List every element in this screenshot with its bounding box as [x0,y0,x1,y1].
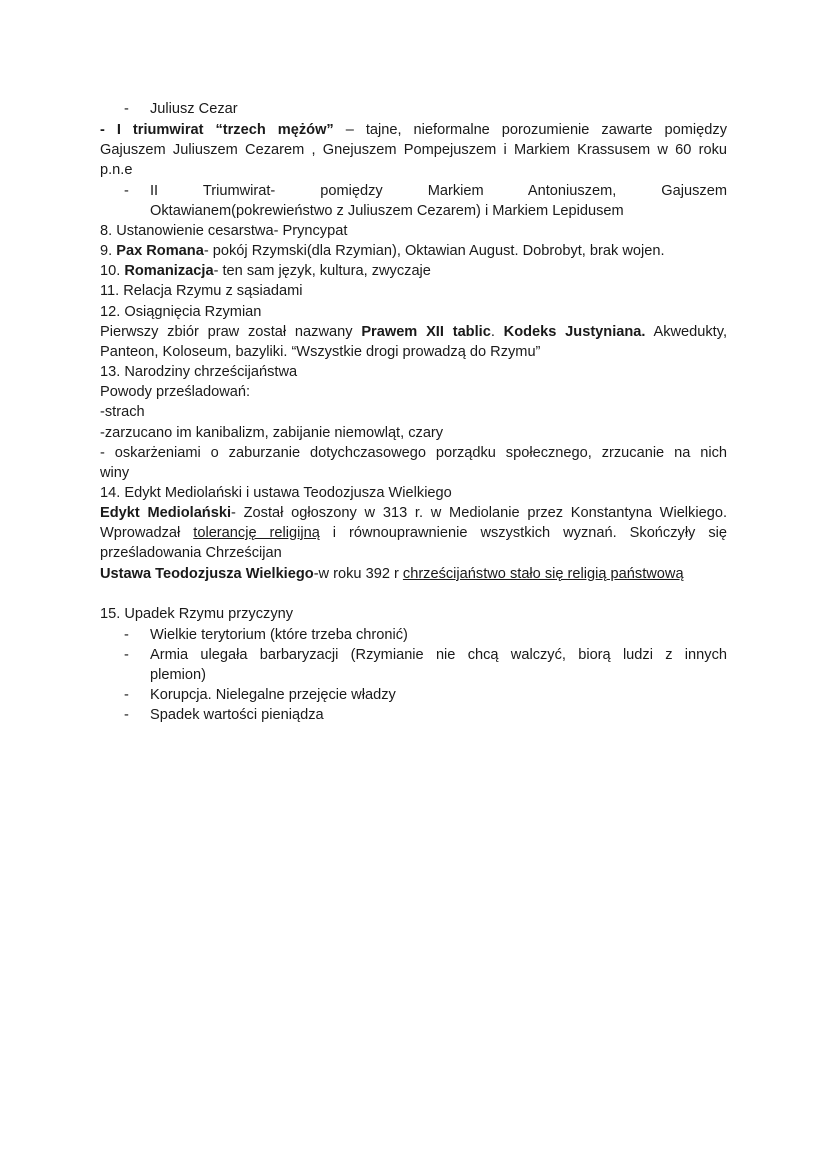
bullet-dash: - [124,687,129,703]
list-item: Wielkie terytorium (które trzeba chronić) [150,627,408,643]
text-span: - pokój Rzymski(dla Rzymian), Oktawian August. Dobrobyt, brak wojen. [203,243,665,259]
section-heading [100,241,727,261]
list-item: II Triumwirat- pomiędzy Markiem Antoniuszem, Gajuszem [150,183,727,199]
bullet-dash: - [124,707,129,723]
bold-term: - I triumwirat “trzech mężów” [100,122,334,138]
bold-term: Prawem XII tablic [361,324,491,340]
bullet-dash: - [124,627,129,643]
paragraph-line [100,523,727,543]
underlined-term: chrześcijaństwo stało się religią państwową [402,566,684,582]
paragraph-line [100,503,727,523]
paragraph-line [100,564,727,584]
section-heading: 11. Relacja Rzymu z sąsiadami [100,283,303,299]
text-span: 9. [100,243,117,259]
text-span: . [490,324,504,340]
underlined-term: tolerancję religijną [193,525,320,541]
text-span: - ten sam język, kultura, zwyczaje [213,263,431,279]
text-span: 10. [100,263,125,279]
bold-term: Romanizacja [124,263,214,279]
bold-term: Kodeks Justyniana. [503,324,646,340]
paragraph-line: Gajuszem Juliuszem Cezarem , Gnejuszem Pompejuszem i Markiem Krassusem w 60 roku [100,142,727,158]
paragraph-line: prześladowania Chrześcijan [100,545,282,561]
section-heading: 12. Osiągnięcia Rzymian [100,304,262,320]
list-item: Armia ulegała barbaryzacji (Rzymianie nie chcą walczyć, biorą ludzi z innych [150,647,727,663]
bullet-dash: - [124,647,129,663]
text-span: – tajne, nieformalne porozumienie zawarte pomiędzy [333,122,727,138]
bold-term: Ustawa Teodozjusza Wielkiego [100,566,314,582]
bold-term: Edykt Mediolański [100,505,232,521]
text-span: Pierwszy zbiór praw został nazwany [100,324,362,340]
bold-term: Pax Romana [116,243,204,259]
paragraph-line [100,322,727,342]
list-item: Spadek wartości pieniądza [150,707,324,723]
list-item: Korupcja. Nielegalne przejęcie władzy [150,687,396,703]
list-item-text: Juliusz Cezar [150,101,238,117]
paragraph-line: Panteon, Koloseum, bazyliki. “Wszystkie drogi prowadzą do Rzymu” [100,344,541,360]
list-item-continuation: plemion) [150,667,206,683]
paragraph-line: -strach [100,404,145,420]
text-span: - Został ogłoszony w 313 r. w Mediolanie przez Konstantyna Wielkiego. [231,505,727,521]
list-item-continuation: Oktawianem(pokrewieństwo z Juliuszem Cezarem) i Markiem Lepidusem [150,203,624,219]
paragraph-line: -zarzucano im kanibalizm, zabijanie niemowląt, czary [100,425,444,441]
text-span: Akwedukty, [645,324,728,340]
section-heading [100,261,727,281]
section-heading: 8. Ustanowienie cesarstwa- Pryncypat [100,223,348,239]
bullet-dash: - [124,183,129,199]
text-span: i równouprawnienie wszystkich wyznań. Skończyły się [319,525,727,541]
section-heading: 15. Upadek Rzymu przyczyny [100,606,294,622]
paragraph-line [100,120,727,140]
bullet-dash: - [124,101,129,117]
text-span: Wprowadzał [100,525,194,541]
section-heading: 14. Edykt Mediolański i ustawa Teodozjusza Wielkiego [100,485,452,501]
paragraph-line: p.n.e [100,162,133,178]
paragraph-line: - oskarżeniami o zaburzanie dotychczasowego porządku społecznego, zrzucanie na nich [100,445,727,461]
text-span: -w roku 392 r [313,566,403,582]
paragraph-line: winy [100,465,130,481]
list-item [150,99,727,119]
section-heading: 13. Narodziny chrześcijaństwa [100,364,298,380]
paragraph-line: Powody prześladowań: [100,384,251,400]
